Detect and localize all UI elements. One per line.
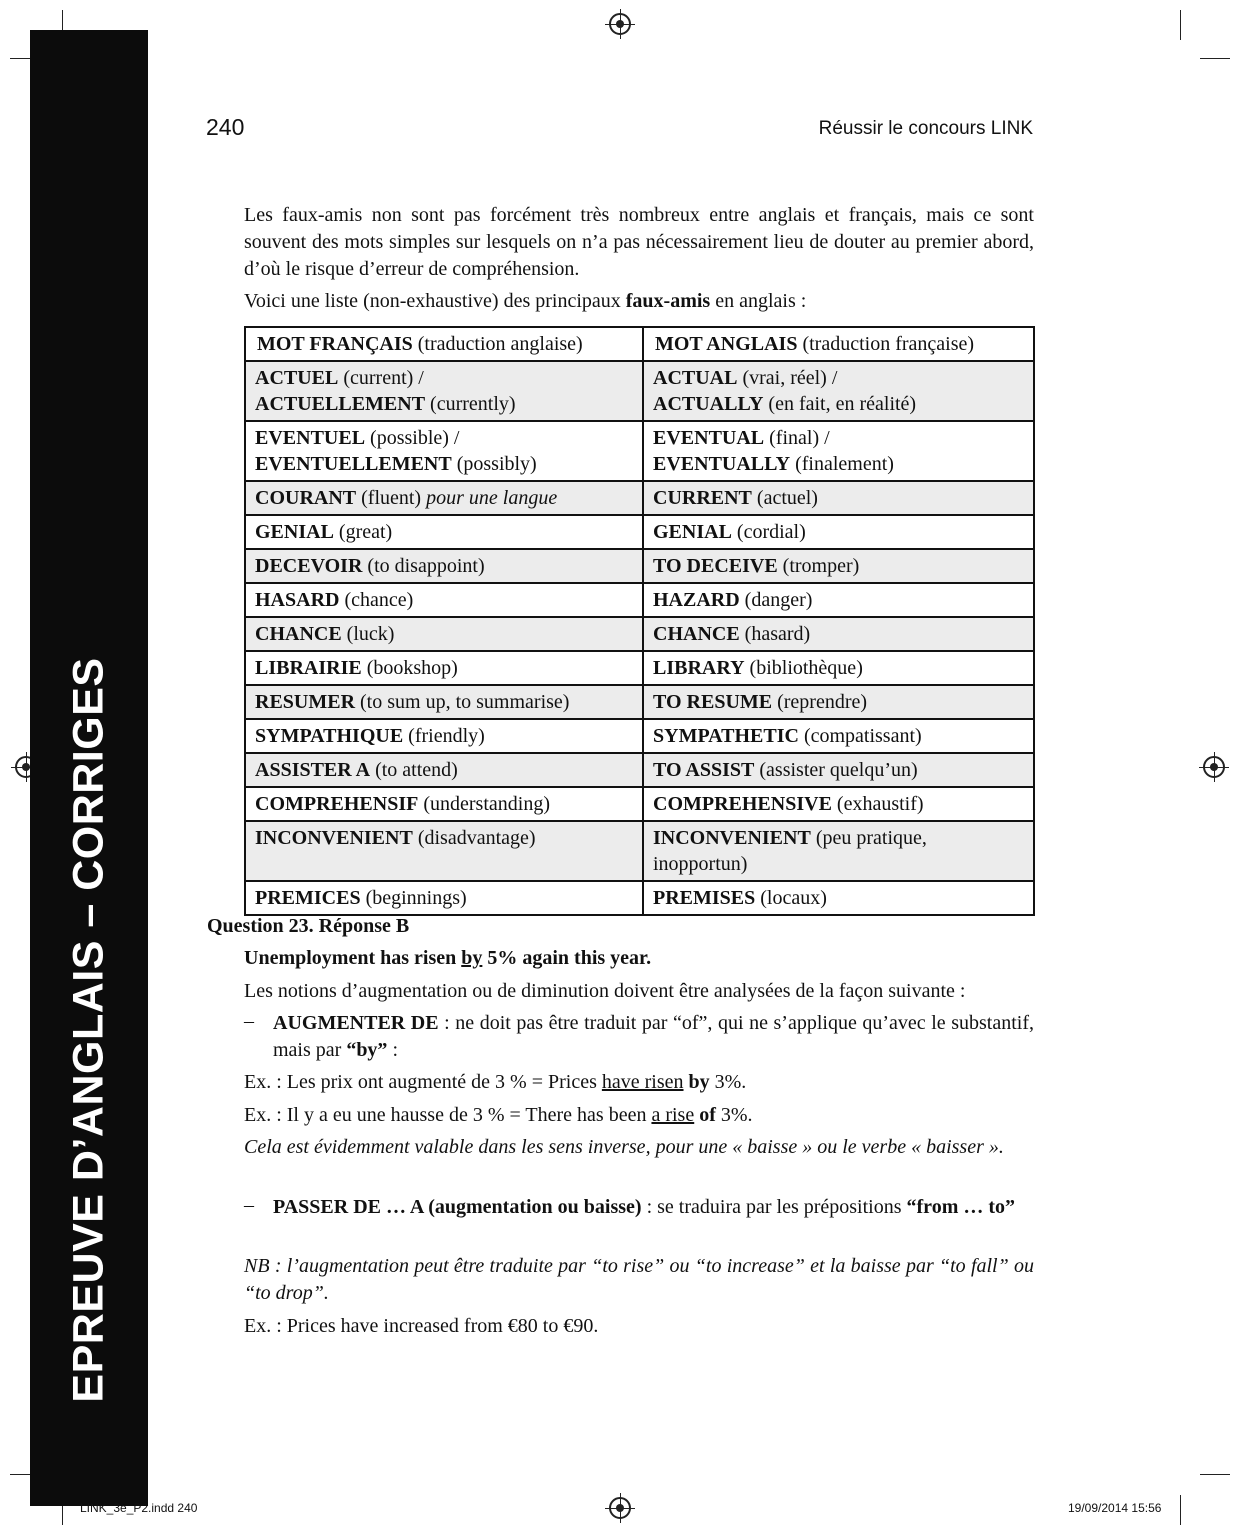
cell-french (245, 821, 643, 881)
cell-english (643, 719, 1034, 753)
table-row (245, 821, 1034, 881)
cell-english (643, 753, 1034, 787)
registration-mark-icon (609, 1497, 631, 1519)
nb-note: NB : l’augmentation peut être traduite par “to rise” ou “to increase” et la baisse par “to fall” ou “to drop”. (244, 1255, 1034, 1304)
table-row (245, 753, 1034, 787)
cell-french (245, 753, 643, 787)
cell-english (643, 549, 1034, 583)
header-french: MOT FRANÇAIS (traduction anglaise) (245, 327, 643, 361)
side-title: EPREUVE D’ANGLAIS – CORRIGES (64, 657, 113, 1403)
cell-french (245, 549, 643, 583)
cell-french (245, 617, 643, 651)
cell-line: HAZARD (danger) (653, 589, 813, 611)
table-row (245, 481, 1034, 515)
list-item-passer: PASSER DE … A (augmentation ou baisse) : se traduira par les prépositions “from … to” (273, 1196, 1016, 1218)
cell-line: SYMPATHIQUE (friendly) (255, 725, 485, 747)
cell-line: CHANCE (luck) (255, 623, 395, 645)
table-row (245, 361, 1034, 421)
cell-line: PREMICES (beginnings) (255, 887, 467, 909)
cell-english (643, 881, 1034, 915)
page-number: 240 (206, 114, 245, 140)
notions-paragraph: Les notions d’augmentation ou de diminution doivent être analysées de la façon suivante : (244, 980, 966, 1002)
cell-line: GENIAL (cordial) (653, 521, 806, 543)
footer-file: LINK_3e_P2.indd 240 (80, 1501, 198, 1515)
example-2: Ex. : Il y a eu une hausse de 3 % = There has been a rise of 3%. (244, 1104, 753, 1126)
cell-english (643, 361, 1034, 421)
table-row (245, 549, 1034, 583)
faux-amis-table (244, 326, 1035, 916)
cell-english (643, 651, 1034, 685)
cell-line: COURANT (fluent) pour une langue (255, 487, 558, 509)
cell-line: SYMPATHETIC (compatissant) (653, 725, 922, 747)
registration-mark-icon (609, 13, 631, 35)
cell-line: ASSISTER A (to attend) (255, 759, 458, 781)
cell-line: RESUMER (to sum up, to summarise) (255, 691, 570, 713)
cell-line: ACTUEL (current) / (255, 367, 424, 389)
registration-mark-icon (1203, 756, 1225, 778)
cell-english (643, 583, 1034, 617)
table-row (245, 617, 1034, 651)
cell-line: EVENTUELLEMENT (possibly) (255, 453, 537, 475)
cell-english (643, 421, 1034, 481)
table-row (245, 719, 1034, 753)
table-row (245, 515, 1034, 549)
table-row (245, 685, 1034, 719)
cell-french (245, 421, 643, 481)
cell-line: PREMISES (locaux) (653, 887, 827, 909)
table-header-row (245, 327, 1034, 361)
list-dash: – (244, 1010, 254, 1032)
cell-line: EVENTUAL (final) / (653, 427, 830, 449)
cell-english (643, 515, 1034, 549)
intro-paragraph: Les faux-amis non sont pas forcément très nombreux entre anglais et français, mais ce sont souvent des mots simples sur lesquels on n’a pas nécessairement lieu de douter au premier abord, d’où le risque d’erreur de compréhension. (244, 204, 1034, 280)
answer-sentence: Unemployment has risen by 5% again this year. (244, 947, 652, 969)
table-row (245, 881, 1034, 915)
cell-french (245, 361, 643, 421)
header-english: MOT ANGLAIS (traduction française) (643, 327, 1034, 361)
list-intro: Voici une liste (non-exhaustive) des principaux faux-amis en anglais : (244, 290, 807, 312)
cell-english (643, 685, 1034, 719)
cell-french (245, 719, 643, 753)
example-3: Ex. : Prices have increased from €80 to €90. (244, 1315, 599, 1337)
cell-line: INCONVENIENT (peu pratique, inopportun) (653, 827, 927, 875)
crop-mark (1200, 1474, 1230, 1475)
table-row (245, 787, 1034, 821)
cell-line: GENIAL (great) (255, 521, 393, 543)
list-item-augmenter: AUGMENTER DE : ne doit pas être traduit par “of”, qui ne s’applique qu’avec le substantif, mais par “by” : (273, 1012, 1035, 1061)
cell-line: ACTUAL (vrai, réel) / (653, 367, 838, 389)
cell-line: COMPREHENSIVE (exhaustif) (653, 793, 924, 815)
running-head: Réussir le concours LINK (818, 118, 1033, 139)
cell-english (643, 481, 1034, 515)
cell-line: COMPREHENSIF (understanding) (255, 793, 550, 815)
footer-date: 19/09/2014 15:56 (1068, 1501, 1162, 1515)
cell-line: CHANCE (hasard) (653, 623, 811, 645)
cell-line: TO RESUME (reprendre) (653, 691, 868, 713)
cell-line: ACTUELLEMENT (currently) (255, 393, 516, 415)
crop-mark (1200, 58, 1230, 59)
cell-english (643, 617, 1034, 651)
cell-french (245, 685, 643, 719)
cell-line: INCONVENIENT (disadvantage) (255, 827, 536, 849)
cell-line: ACTUALLY (en fait, en réalité) (653, 393, 917, 415)
cell-french (245, 515, 643, 549)
crop-mark (1180, 1495, 1181, 1525)
cell-line: DECEVOIR (to disappoint) (255, 555, 485, 577)
cell-english (643, 821, 1034, 881)
cell-line: LIBRARY (bibliothèque) (653, 657, 863, 679)
table-row (245, 583, 1034, 617)
cell-line: EVENTUALLY (finalement) (653, 453, 894, 475)
cell-line: LIBRAIRIE (bookshop) (255, 657, 458, 679)
example-1: Ex. : Les prix ont augmenté de 3 % = Prices have risen by 3%. (244, 1071, 747, 1093)
note-inverse: Cela est évidemment valable dans les sens inverse, pour une « baisse » ou le verbe « baisser ». (244, 1136, 1004, 1158)
list-dash: – (244, 1194, 254, 1216)
cell-french (245, 481, 643, 515)
crop-mark (1180, 10, 1181, 40)
cell-english (643, 787, 1034, 821)
cell-line: TO DECEIVE (tromper) (653, 555, 860, 577)
cell-french (245, 583, 643, 617)
table-row (245, 651, 1034, 685)
table-row (245, 421, 1034, 481)
cell-french (245, 881, 643, 915)
cell-french (245, 651, 643, 685)
cell-line: TO ASSIST (assister quelqu’un) (653, 759, 918, 781)
cell-french (245, 787, 643, 821)
cell-line: HASARD (chance) (255, 589, 414, 611)
cell-line: EVENTUEL (possible) / (255, 427, 460, 449)
cell-line: CURRENT (actuel) (653, 487, 818, 509)
question-title: Question 23. Réponse B (207, 915, 410, 937)
